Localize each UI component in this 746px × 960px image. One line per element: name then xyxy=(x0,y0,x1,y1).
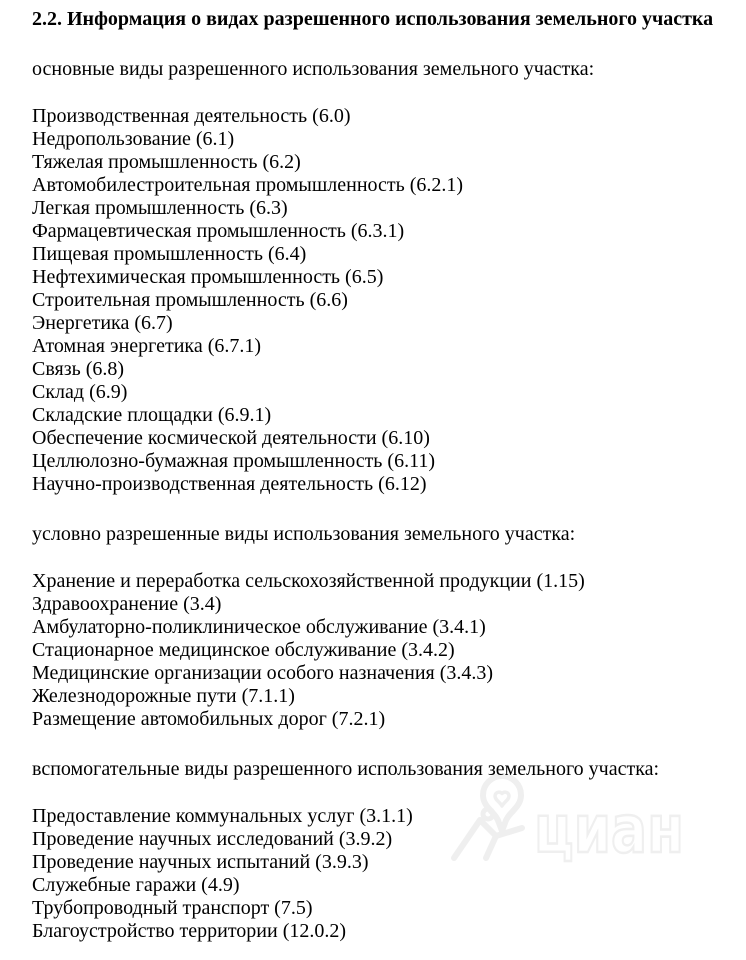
list-item: Нефтехимическая промышленность (6.5) xyxy=(32,266,384,288)
list-item: Атомная энергетика (6.7.1) xyxy=(32,335,262,357)
list-item: Автомобилестроительная промышленность (6.2.1) xyxy=(32,174,464,196)
list-item: Тяжелая промышленность (6.2) xyxy=(32,151,301,173)
sections-container xyxy=(32,58,728,943)
watermark-text: циан xyxy=(534,791,684,868)
list-item: Стационарное медицинское обслуживание (3.4.2) xyxy=(32,639,455,661)
list-item: Строительная промышленность (6.6) xyxy=(32,289,348,311)
list-item: Обеспечение космической деятельности (6.10) xyxy=(32,427,430,449)
list-item: Производственная деятельность (6.0) xyxy=(32,105,351,127)
list-item: Здравоохранение (3.4) xyxy=(32,593,222,615)
list-item: Недропользование (6.1) xyxy=(32,128,235,150)
list-item: Железнодорожные пути (7.1.1) xyxy=(32,685,295,707)
list-item: Складские площадки (6.9.1) xyxy=(32,404,272,426)
list-item: Научно-производственная деятельность (6.12) xyxy=(32,473,427,495)
list-item: Амбулаторно-поликлиническое обслуживание (3.4.1) xyxy=(32,616,486,638)
list-item: Служебные гаражи (4.9) xyxy=(32,874,240,896)
use-type-list xyxy=(32,105,728,496)
list-item: Пищевая промышленность (6.4) xyxy=(32,243,307,265)
list-item: Целлюлозно-бумажная промышленность (6.11) xyxy=(32,450,436,472)
list-item: Энергетика (6.7) xyxy=(32,312,173,334)
document-title: 2.2. Информация о видах разрешенного использования земельного участка xyxy=(32,8,714,30)
list-item: Фармацевтическая промышленность (6.3.1) xyxy=(32,220,405,242)
use-type-list xyxy=(32,570,728,731)
section-label: условно разрешенные виды использования земельного участка: xyxy=(32,523,576,545)
list-item: Предоставление коммунальных услуг (3.1.1) xyxy=(32,805,413,827)
list-item: Медицинские организации особого назначения (3.4.3) xyxy=(32,662,494,684)
list-item: Трубопроводный транспорт (7.5) xyxy=(32,897,313,919)
list-item: Хранение и переработка сельскохозяйственной продукции (1.15) xyxy=(32,570,585,592)
list-item: Благоустройство территории (12.0.2) xyxy=(32,920,347,942)
section-label: основные виды разрешенного использования земельного участка: xyxy=(32,58,595,80)
list-item: Легкая промышленность (6.3) xyxy=(32,197,288,219)
section-label: вспомогательные виды разрешенного использования земельного участка: xyxy=(32,758,660,780)
list-item: Размещение автомобильных дорог (7.2.1) xyxy=(32,708,386,730)
list-item: Проведение научных испытаний (3.9.3) xyxy=(32,851,369,873)
list-item: Связь (6.8) xyxy=(32,358,125,380)
list-item: Склад (6.9) xyxy=(32,381,128,403)
use-type-list xyxy=(32,805,728,943)
list-item: Проведение научных исследований (3.9.2) xyxy=(32,828,393,850)
